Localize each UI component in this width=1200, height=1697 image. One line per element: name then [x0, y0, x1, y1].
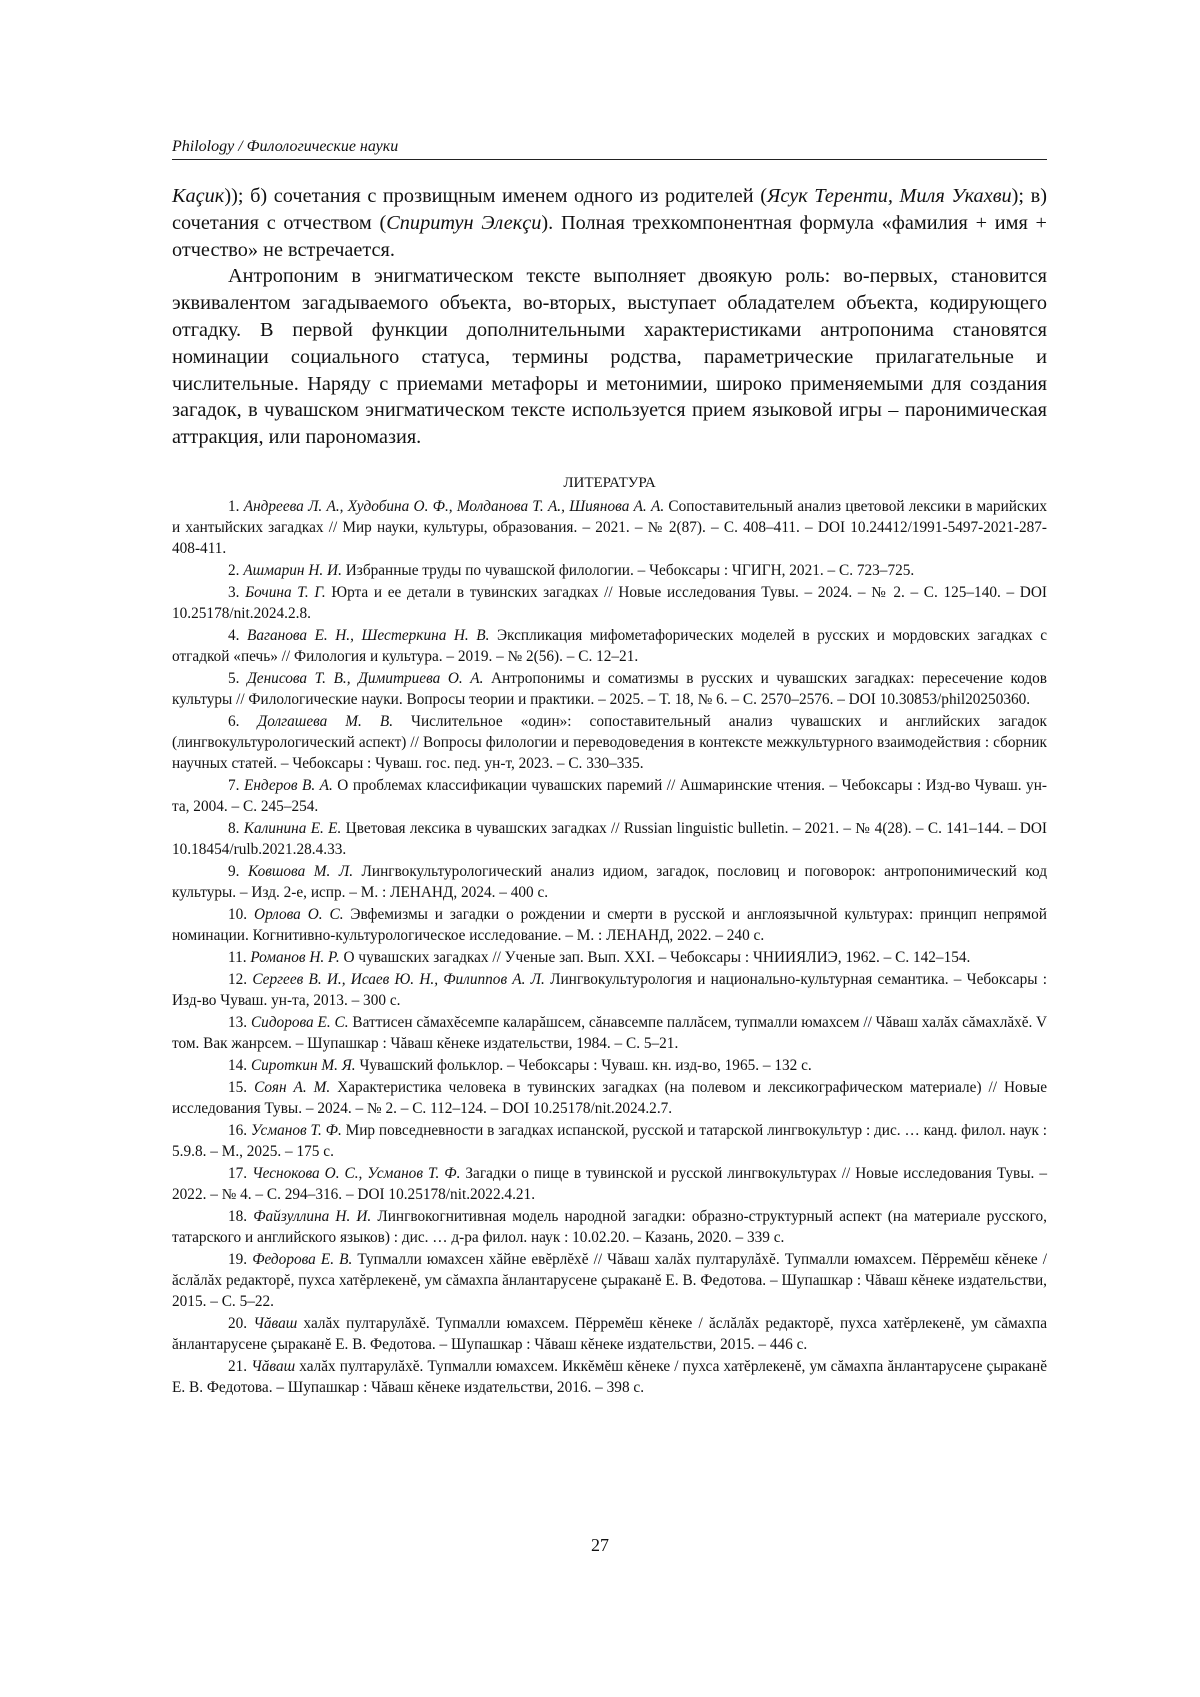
anthroponym-example: Спиритун Элекçи [386, 211, 542, 234]
reference-item [172, 560, 1047, 581]
reference-item [172, 711, 1047, 774]
reference-number: 19. [228, 1250, 248, 1268]
reference-text: халăх пултарулăхĕ. Тупмалли юмахсем. Пĕрремĕш кĕнеке / ăслăлăх редакторĕ, пухса хатĕрлекенĕ, ум сăмахпа ăнлантарусене çыраканĕ Е. В. Федотова. – Шупашкар : Чăваш кĕнеке издательстви, 2015. – 446 с. [172, 1314, 1047, 1353]
reference-text: Экспликация мифометафорических моделей в русских и мордовских загадках с отгадкой «печь» // Филология и культура. – 2019. – № 2(56). – С. 12–21. [172, 626, 1047, 666]
reference-number: 21. [228, 1357, 248, 1375]
reference-text: Тупмалли юмахсен хăйне евĕрлĕхĕ // Чăваш халăх пултарулăхĕ. Тупмалли юмахсем. Пĕрремĕш кĕнеке / ăслăлăх редакторĕ, пухса хатĕрлекенĕ, ум сăмахпа ăнлантарусене çыраканĕ Е. В. Федотова. – Шупашкар : Чăваш кĕнеке издательстви, 2015. – С. 5–22. [172, 1250, 1047, 1310]
reference-item [172, 1012, 1047, 1054]
reference-number: 12. [228, 970, 248, 988]
text-run: )); б) сочетания с прозвищным именем одного из родителей ( [224, 185, 768, 207]
reference-item [172, 582, 1047, 624]
reference-text: Лингвокогнитивная модель народной загадки: образно-структурный аспект (на материале русского, татарского и английского языков) : дис. … д-ра филол. наук : 10.02.20. – Казань, 2020. – 339 с. [172, 1207, 1048, 1246]
reference-number: 3. [228, 583, 240, 601]
anthroponym-example: Ясук Теренти, Миля Укахви [767, 185, 1012, 207]
reference-authors: Денисова Т. В., Димитриева О. А. [247, 669, 484, 687]
reference-authors: Ашмарин Н. И. [243, 562, 342, 580]
reference-authors: Андреева Л. А., Худобина О. Ф., Молданова Т. А., Шиянова А. А. [243, 497, 665, 515]
reference-text: Лингвокультурологический анализ идиом, загадок, пословиц и поговорок: антропонимический код культуры. – Изд. 2-е, испр. – М. : ЛЕНАНД, 2024. – 400 с. [172, 862, 1047, 902]
reference-text: Загадки о пище в тувинской и русской лингвокультурах // Новые исследования Тувы. – 2022. – № 4. – С. 294–316. – DOI 10.25178/nit.2022.4.21. [172, 1164, 1047, 1203]
reference-item [172, 861, 1047, 903]
reference-authors: Сергеев В. И., Исаев Ю. Н., Филиппов А. Л. [252, 970, 545, 988]
reference-text: Сопоставительный анализ цветовой лексики в марийских и хантыйских загадках // Мир науки, культуры, образования. – 2021. – № 2(87). – С. 408–411. – DOI 10.24412/1991-5497-2021-287-408-411. [172, 497, 1047, 558]
reference-authors: Ваганова Е. Н., Шестеркина Н. В. [247, 626, 490, 644]
reference-item [172, 818, 1047, 860]
reference-text: Эвфемизмы и загадки о рождении и смерти в русской и англоязычной культурах: принцип непрямой номинации. Когнитивно-культурологическое исследование. – М. : ЛЕНАНД, 2022. – 240 с. [172, 905, 1047, 945]
reference-authors: Соян А. М. [254, 1078, 331, 1096]
reference-authors: Бочина Т. Г. [245, 583, 326, 601]
anthroponym-example: Kaçик [172, 185, 225, 207]
reference-authors: Романов Н. Р. [250, 948, 340, 966]
reference-item [172, 904, 1047, 946]
reference-number: 2. [228, 562, 240, 580]
reference-number: 17. [228, 1164, 248, 1182]
body-text [172, 183, 1047, 451]
reference-item [172, 775, 1047, 817]
reference-text: Избранные труды по чувашской филологии. – Чебоксары : ЧГИГН, 2021. – С. 723–725. [341, 562, 915, 580]
text-run: ); в) сочетания с отчеством ( [172, 185, 1047, 234]
reference-authors: Сидорова Е. С. [250, 1013, 349, 1031]
reference-number: 8. [228, 819, 240, 837]
reference-item [172, 1163, 1047, 1205]
reference-authors: Чеснокова О. С., Усманов Т. Ф. [252, 1164, 461, 1182]
reference-item [172, 1055, 1047, 1076]
paragraph-conclusion [172, 263, 1047, 451]
reference-item [172, 496, 1047, 559]
reference-authors: Чăваш [251, 1357, 296, 1375]
reference-number: 13. [228, 1013, 248, 1031]
reference-authors: Файзуллина Н. И. [253, 1207, 372, 1225]
paragraph-continuation [172, 183, 1047, 263]
reference-number: 16. [228, 1121, 248, 1139]
reference-item [172, 625, 1047, 667]
reference-number: 7. [228, 776, 240, 794]
reference-text: Числительное «один»: сопоставительный анализ чувашских и английских загадок (лингвокультурологический аспект) // Вопросы филологии и переводоведения в контексте межкультурного взаимодействия : сборник научных статей. – Чебоксары : Чуваш. гос. пед. ун-т, 2023. – С. 330–335. [172, 712, 1047, 773]
reference-authors: Ковшова М. Л. [248, 862, 354, 880]
references-list [172, 496, 1047, 1398]
reference-item [172, 668, 1047, 710]
reference-item [172, 1249, 1047, 1312]
reference-text: Характеристика человека в тувинских загадках (на полевом и лексикографическом материале) // Новые исследования Тувы. – 2024. – № 2. – С. 112–124. – DOI 10.25178/nit.2024.2.7. [172, 1078, 1047, 1117]
reference-text: Цветовая лексика в чувашских загадках // Russian linguistic bulletin. – 2021. – № 4(28). – С. 141–144. – DOI 10.18454/rulb.2021.28.4.33. [172, 819, 1047, 859]
reference-authors: Усманов Т. Ф. [250, 1121, 342, 1139]
reference-item [172, 1206, 1047, 1248]
reference-text: Мир повседневности в загадках испанской, русской и татарской лингвокультур : дис. … канд. филол. наук : 5.9.8. – М., 2025. – 175 с. [172, 1121, 1048, 1160]
reference-text: О чувашских загадках // Ученые зап. Вып. XXI. – Чебоксары : ЧНИИЯЛИЭ, 1962. – С. 142–154. [339, 948, 971, 966]
reference-authors: Калинина Е. Е. [243, 819, 342, 837]
reference-number: 15. [228, 1078, 248, 1096]
reference-item [172, 969, 1047, 1011]
reference-item [172, 947, 1047, 968]
reference-number: 4. [228, 626, 240, 644]
reference-number: 11. [228, 948, 247, 966]
running-head: Philology / Филологические науки [172, 138, 1047, 160]
reference-item [172, 1356, 1047, 1398]
reference-number: 6. [228, 712, 240, 730]
reference-authors: Федорова Е. В. [252, 1250, 353, 1268]
reference-text: Юрта и ее детали в тувинских загадках // Новые исследования Тувы. – 2024. – № 2. – С. 125–140. – DOI 10.25178/nit.2024.2.8. [172, 583, 1048, 623]
reference-text: Лингвокультурология и национально-культурная семантика. – Чебоксары : Изд-во Чуваш. ун-та, 2013. – 300 с. [172, 970, 1047, 1009]
page-number: 27 [591, 1535, 609, 1555]
page [172, 138, 1047, 1399]
text-run: ). Полная трехкомпонентная формула «фамилия + имя + отчество» не встречается. [172, 211, 1047, 261]
reference-number: 10. [228, 905, 248, 923]
reference-number: 18. [228, 1207, 248, 1225]
reference-text: Чувашский фольклор. – Чебоксары : Чуваш. кн. изд-во, 1965. – 132 с. [355, 1056, 812, 1074]
reference-text: О проблемах классификации чувашских паремий // Ашмаринские чтения. – Чебоксары : Изд-во Чуваш. ун-та, 2004. – С. 245–254. [172, 776, 1047, 816]
text-run: Антропоним в энигматическом тексте выполняет двоякую роль: во-первых, становится эквивалентом загадываемого объекта, во-вторых, выступает обладателем объекта, кодирующего отгадку. В первой функции дополнительными характеристиками антропонима становятся номинации социального статуса, термины родства, параметрические прилагательные и числительные. Наряду с приемами метафоры и метонимии, широко применяемыми для создания загадок, в чувашском энигматическом тексте используется прием языковой игры – паронимическая аттракция, или парономазия. [172, 265, 1047, 449]
reference-authors: Долгашева М. В. [257, 712, 394, 730]
reference-item [172, 1077, 1047, 1119]
reference-number: 20. [228, 1314, 248, 1332]
reference-item [172, 1120, 1047, 1162]
reference-authors: Орлова О. С. [254, 905, 344, 923]
reference-text: Антропонимы и соматизмы в русских и чувашских загадках: пересечение кодов культуры // Филологические науки. Вопросы теории и практики. – 2025. – Т. 18, № 6. – С. 2570–2576. – DOI 10.30853/phil20250360. [172, 669, 1047, 708]
reference-authors: Сироткин М. Я. [250, 1056, 356, 1074]
reference-item [172, 1313, 1047, 1355]
references-title: ЛИТЕРАТУРА [563, 474, 656, 491]
reference-number: 9. [228, 862, 240, 880]
reference-authors: Чăваш [253, 1314, 298, 1332]
reference-text: Ваттисен сăмахĕсемпе каларăшсем, сăнавсемпе паллăсем, тупмалли юмахсем // Чăваш халăх сăмахлăхĕ. V том. Вак жанрсем. – Шупашкар : Чăваш кĕнеке издательстви, 1984. – С. 5–21. [172, 1013, 1047, 1052]
reference-number: 14. [228, 1056, 248, 1074]
reference-number: 1. [228, 497, 240, 515]
reference-number: 5. [228, 669, 240, 687]
reference-text: халăх пултарулăхĕ. Тупмалли юмахсем. Иккĕмĕш кĕнеке / пухса хатĕрлекенĕ, ум сăмахпа ăнлантарусене çыраканĕ Е. В. Федотова. – Шупашкар : Чăваш кĕнеке издательстви, 2016. – 398 с. [172, 1357, 1048, 1396]
reference-authors: Ендеров В. А. [243, 776, 333, 794]
